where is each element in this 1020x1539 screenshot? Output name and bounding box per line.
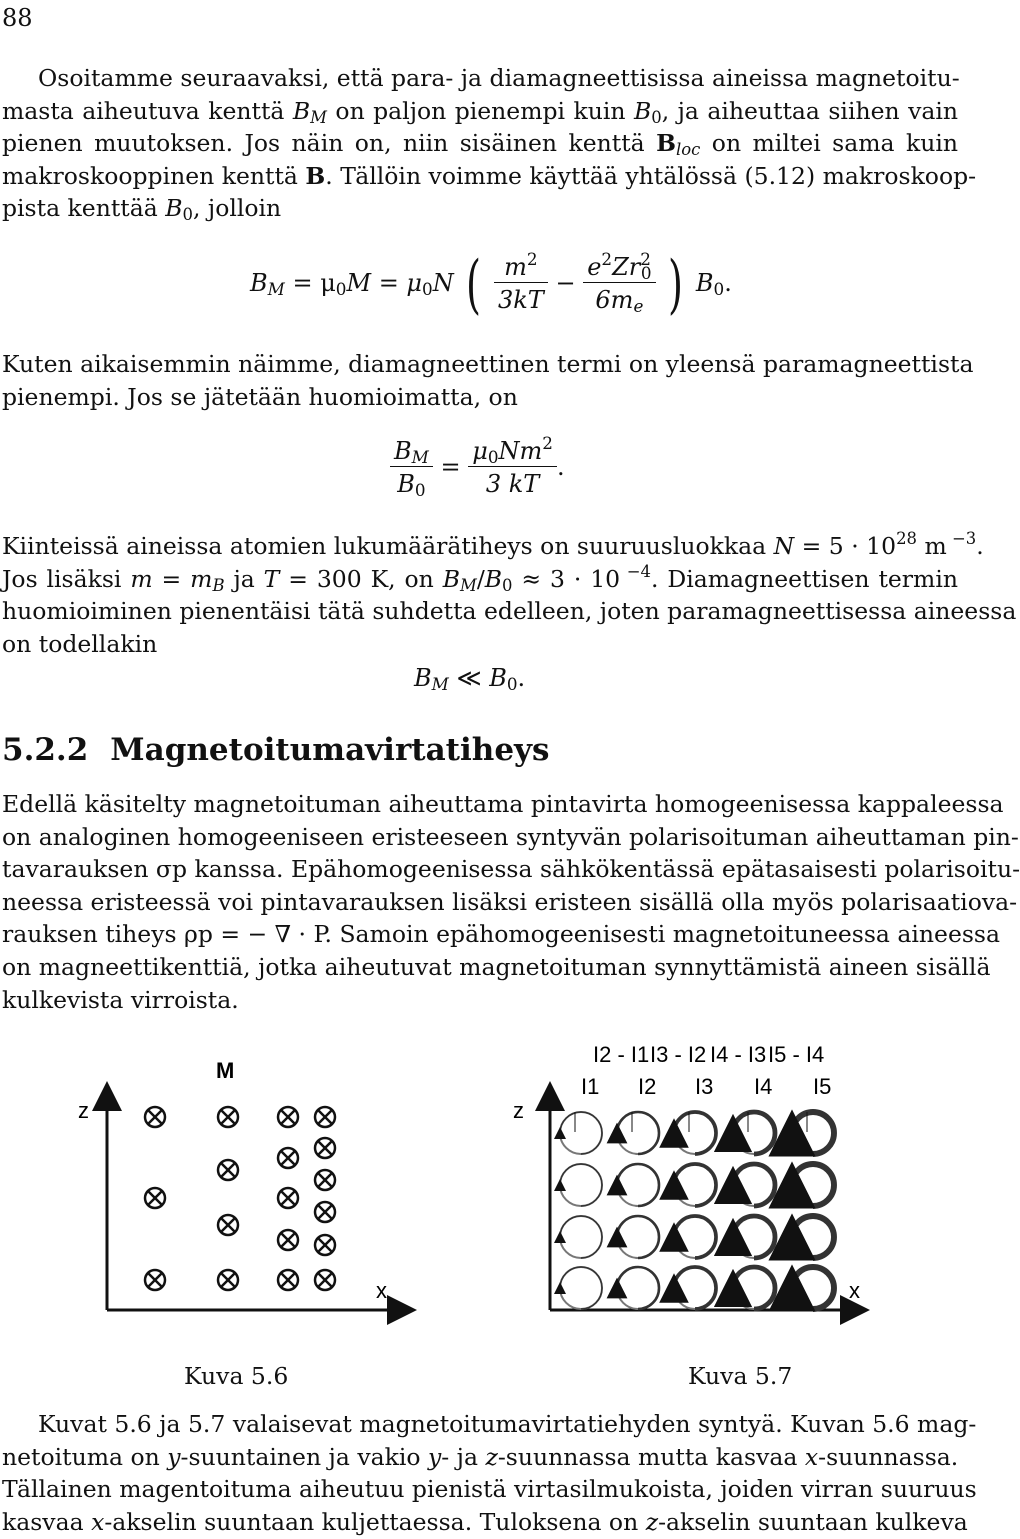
circled-cross-icon [315,1202,335,1222]
current-loop [792,1216,834,1258]
text-line: rauksen tiheys ρp = − ∇ · P. Samoin epähomogeenisesti magnetoituneessa aineessa [2,920,1000,949]
text-line: huomioiminen pienentäisi tätä suhdetta edelleen, joten paramagneettisessa aineessa [2,597,1017,626]
circled-cross-icon [278,1107,298,1127]
text-line: makroskooppinen kenttä B. Tällöin voimme käyttää yhtälössä (5.12) makroskoop- [2,161,977,190]
text-line: Kiinteissä aineissa atomien lukumäärätiheys on suuruusluokkaa $N = 5 \cdot 10^{28}$ m $^{-3}$. [2,529,984,560]
circled-cross-icon [278,1148,298,1168]
text-line: pienempi. Jos se jätetään huomioimatta, on [2,382,518,411]
text-line: on todellakin [2,629,158,658]
x-axis-label: x [376,1278,387,1303]
current-loop [560,1216,602,1258]
current-loop [733,1216,775,1258]
equation-ratio: $\frac{B_M}{B_0}$ = $\frac{\mu_0Nm^2}{3 kT}$ . [390,436,565,501]
current-loop [674,1216,716,1258]
circled-cross-icon [315,1235,335,1255]
circled-cross-icon [218,1215,238,1235]
text-line: neessa eristeessä voi pintavarauksen lisäksi eristeen sisällä olla myös polarisaatiova- [2,887,1018,916]
circled-cross-icon [278,1270,298,1290]
current-loop [733,1112,775,1154]
current-loop [617,1216,659,1258]
current-difference-label: I4 - I3 [710,1042,767,1067]
current-label: I5 [813,1074,832,1099]
paragraph-current-density [2,788,1020,1016]
current-loop [674,1267,716,1309]
paragraph-neglect [2,348,974,413]
current-loop [674,1112,716,1154]
current-loop [560,1112,602,1154]
current-difference-label: I5 - I4 [768,1042,825,1067]
current-difference-label: I3 - I2 [650,1042,707,1067]
text-line: pista kenttää $B_0$, jolloin [2,194,282,225]
text-line: Jos lisäksi $m = m_B$ ja T = 300 K, on $B_M/B_0 \approx 3 \cdot 10$ $^{-4}$. Diamagneettisen termin [2,561,958,595]
magnetization-label: M [216,1058,235,1083]
current-loop [674,1164,716,1206]
x-axis-label: x [849,1278,860,1303]
text-line: pienen muutoksen. Jos näin on, niin sisäinen kenttä $B_{loc}$ on miltei sama kuin [2,129,958,160]
current-loop [617,1164,659,1206]
circled-cross-icon [278,1188,298,1208]
circled-cross-icon [278,1230,298,1250]
text-line: kasvaa x-akselin suuntaan kuljettaessa. Tuloksena on z-akselin suuntaan kulkeva [2,1507,968,1536]
circled-cross-icon [315,1107,335,1127]
text-line: netoituma on y-suuntainen ja vakio y- ja z-suunnassa mutta kasvaa x-suunnassa. [2,1442,959,1471]
current-label: I2 [638,1074,657,1099]
text-line: tavarauksen σp kanssa. Epähomogeenisessa sähkökentässä epätasaisesti polarisoitu- [2,855,1020,884]
circled-cross-icon [218,1160,238,1180]
paragraph-estimate [2,529,1017,660]
circled-cross-icon [145,1107,165,1127]
figure-5-6 [60,1040,420,1330]
equation-bm: $B_M = \mu_0M = \mu_0N$ ( $\frac{m^2}{3kT}$ − $\frac{e^2Zr^2_0}{6m_e}$ ) $B_0$. [250,247,732,322]
current-loop [560,1267,602,1309]
circled-cross-icon [218,1107,238,1127]
current-label: I1 [581,1074,600,1099]
figure-5-7 [505,1040,865,1330]
circled-cross-icon [145,1188,165,1208]
current-loop [792,1112,834,1154]
text-line: Tällainen magentoituma aiheutuu pienistä virtasilmukoista, joiden virran suuruus [2,1475,977,1504]
circled-cross-icon [145,1270,165,1290]
current-loop [792,1267,834,1309]
text-line: Kuvat 5.6 ja 5.7 valaisevat magnetoitumavirtatiehyden syntyä. Kuvan 5.6 mag- [38,1410,977,1438]
z-axis-label: z [513,1098,524,1123]
page-number: 88 [2,4,33,32]
text-line: masta aiheutuva kenttä $B_M$ on paljon pienempi kuin $B_0$, ja aiheuttaa siihen vain [2,96,959,127]
text-line: Osoitamme seuraavaksi, että para- ja diamagneettisissa aineissa magnetoitu- [38,64,960,92]
current-difference-label: I2 - I1 [593,1042,650,1067]
magnetization-symbols [145,1107,335,1290]
current-loop [733,1267,775,1309]
caption-5-7: Kuva 5.7 [688,1362,793,1390]
circled-cross-icon [218,1270,238,1290]
text-line: Kuten aikaisemmin näimme, diamagneettinen termi on yleensä paramagneettista [2,350,974,378]
current-loops [560,1112,834,1309]
circled-cross-icon [315,1270,335,1290]
equation-inequality: $B_M$ ≪ $B_0$. [414,664,526,695]
text-line: on magneettikenttiä, jotka aiheutuvat magnetoituman synnyttämistä aineen sisällä [2,952,991,981]
z-axis-label: z [78,1098,89,1123]
circled-cross-icon [315,1170,335,1190]
section-heading: 5.2.2 Magnetoitumavirtatiheys [2,732,550,768]
current-loop [733,1164,775,1206]
current-label: I4 [754,1074,773,1099]
caption-5-6: Kuva 5.6 [184,1362,289,1390]
paragraph-figures [2,1408,977,1538]
text-line: kulkevista virroista. [2,985,239,1014]
current-labels [575,1042,831,1132]
current-loop [560,1164,602,1206]
text-line: Edellä käsitelty magnetoituman aiheuttama pintavirta homogeenisessa kappaleessa [2,790,1004,818]
current-label: I3 [695,1074,714,1099]
paragraph-intro [2,62,977,225]
current-loop [617,1267,659,1309]
current-loop [792,1164,834,1206]
text-line: on analoginen homogeeniseen eristeeseen syntyvän polarisoituman aiheuttaman pin- [2,822,1019,851]
current-loop [617,1112,659,1154]
circled-cross-icon [315,1138,335,1158]
